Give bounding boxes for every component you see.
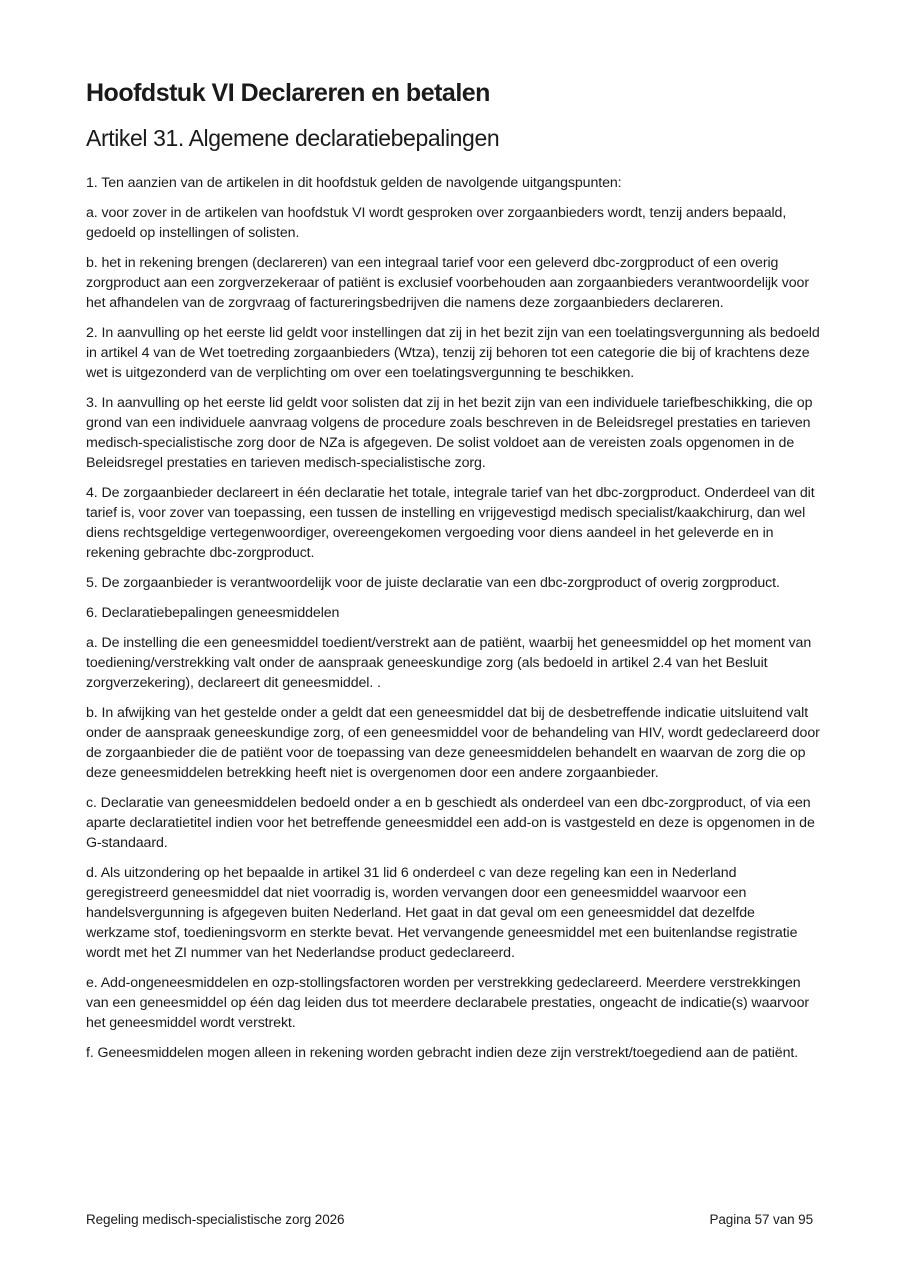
paragraph-lid6-sub-e: e. Add-ongeneesmiddelen en ozp-stollingsfactoren worden per verstrekking gedeclareerd. Meerdere verstrekkingen van een geneesmiddel op één dag leiden dus tot meerdere declarabele prestaties, ongeacht de indicatie(s) waarvoor het geneesmiddel wordt verstrekt. <box>86 975 809 1031</box>
paragraph-lid3: 3. In aanvulling op het eerste lid geldt voor solisten dat zij in het bezit zijn van een individuele tariefbeschikking, die op grond van een individuele aanvraag volgens de procedure zoals beschreven in de Beleidsregel prestaties en tarieven medisch-specialistische zorg door de NZa is afgegeven. De solist voldoet aan de vereisten zoals opgenomen in de Beleidsregel prestaties en tarieven medisch-specialistische zorg. <box>86 395 813 471</box>
paragraph-lid6-sub-a: a. De instelling die een geneesmiddel toedient/verstrekt aan de patiënt, waarbij het geneesmiddel op het moment van toediening/verstrekking valt onder de aanspraak geneeskundige zorg (als bedoeld in artikel 2.4 van het Besluit zorgverzekering), declareert dit geneesmiddel. . <box>86 635 812 691</box>
paragraph-lid6-sub-f: f. Geneesmiddelen mogen alleen in rekening worden gebracht indien deze zijn verstrekt/toegediend aan de patiënt. <box>86 1045 799 1061</box>
footer-document-title: Regeling medisch-specialistische zorg 2026 <box>86 1212 345 1227</box>
paragraph-lid6-sub-b: b. In afwijking van het gestelde onder a geldt dat een geneesmiddel dat bij de desbetreffende indicatie uitsluitend valt onder de aanspraak geneeskundige zorg, of een geneesmiddel voor de behandeling van HIV, wordt gedeclareerd door de zorgaanbieder die de patiënt voor de toepassing van deze geneesmiddelen behandelt en waarvan de zorg die op deze geneesmiddelen betrekking heeft niet is overgenomen door een andere zorgaanbieder. <box>86 705 820 781</box>
paragraph-lid1-sub-a: a. voor zover in de artikelen van hoofdstuk VI wordt gesproken over zorgaanbieders wordt, tenzij anders bepaald, gedoeld op instellingen of solisten. <box>86 205 787 241</box>
paragraph-lid1: 1. Ten aanzien van de artikelen in dit hoofdstuk gelden de navolgende uitgangspunten: <box>86 175 622 191</box>
paragraph-lid6: 6. Declaratiebepalingen geneesmiddelen <box>86 605 340 621</box>
footer-page-number: Pagina 57 van 95 <box>709 1212 813 1227</box>
paragraph-lid1-sub-b: b. het in rekening brengen (declareren) van een integraal tarief voor een geleverd dbc-zorgproduct of een overig zorgproduct aan een zorgverzekeraar of patiënt is exclusief voorbehouden aan zorgaanbieders verantwoordelijk voor het afhandelen van de zorgvraag of factureringsbedrijven die namens deze zorgaanbieders declareren. <box>86 255 809 311</box>
article-content <box>86 78 820 1073</box>
paragraph-lid4: 4. De zorgaanbieder declareert in één declaratie het totale, integrale tarief van het dbc-zorgproduct. Onderdeel van dit tarief is, voor zover van toepassing, een tussen de instelling en vrijgevestigd medisch specialist/kaakchirurg, dan wel diens rechtsgeldige vertegenwoordiger, overeengekomen vergoeding voor diens aandeel in het geleverde en in rekening gebrachte dbc-zorgproduct. <box>86 485 815 561</box>
paragraph-lid6-sub-d: d. Als uitzondering op het bepaalde in artikel 31 lid 6 onderdeel c van deze regeling kan een in Nederland geregistreerd geneesmiddel dat niet voorradig is, worden vervangen door een geneesmiddel waarvoor een handelsvergunning is afgegeven buiten Nederland. Het gaat in dat geval om een geneesmiddel dat dezelfde werkzame stof, toedieningsvorm en sterkte bevat. Het vervangende geneesmiddel met een buitenlandse registratie wordt met het ZI nummer van het Nederlandse product gedeclareerd. <box>86 865 798 961</box>
chapter-heading: Hoofdstuk VI Declareren en betalen <box>86 79 490 107</box>
article-heading: Artikel 31. Algemene declaratiebepalingen <box>86 125 500 151</box>
paragraph-lid6-sub-c: c. Declaratie van geneesmiddelen bedoeld onder a en b geschiedt als onderdeel van een dbc-zorgproduct, of via een aparte declaratietitel indien voor het betreffende geneesmiddel een add-on is vastgesteld en deze is opgenomen in de G-standaard. <box>86 795 815 851</box>
page-footer <box>86 1212 813 1227</box>
paragraph-lid2: 2. In aanvulling op het eerste lid geldt voor instellingen dat zij in het bezit zijn van een toelatingsvergunning als bedoeld in artikel 4 van de Wet toetreding zorgaanbieders (Wtza), tenzij zij behoren tot een categorie die bij of krachtens deze wet is uitgezonderd van de verplichting om over een toelatingsvergunning te beschikken. <box>86 325 820 381</box>
paragraph-lid5: 5. De zorgaanbieder is verantwoordelijk voor de juiste declaratie van een dbc-zorgproduct of overig zorgproduct. <box>86 575 780 591</box>
